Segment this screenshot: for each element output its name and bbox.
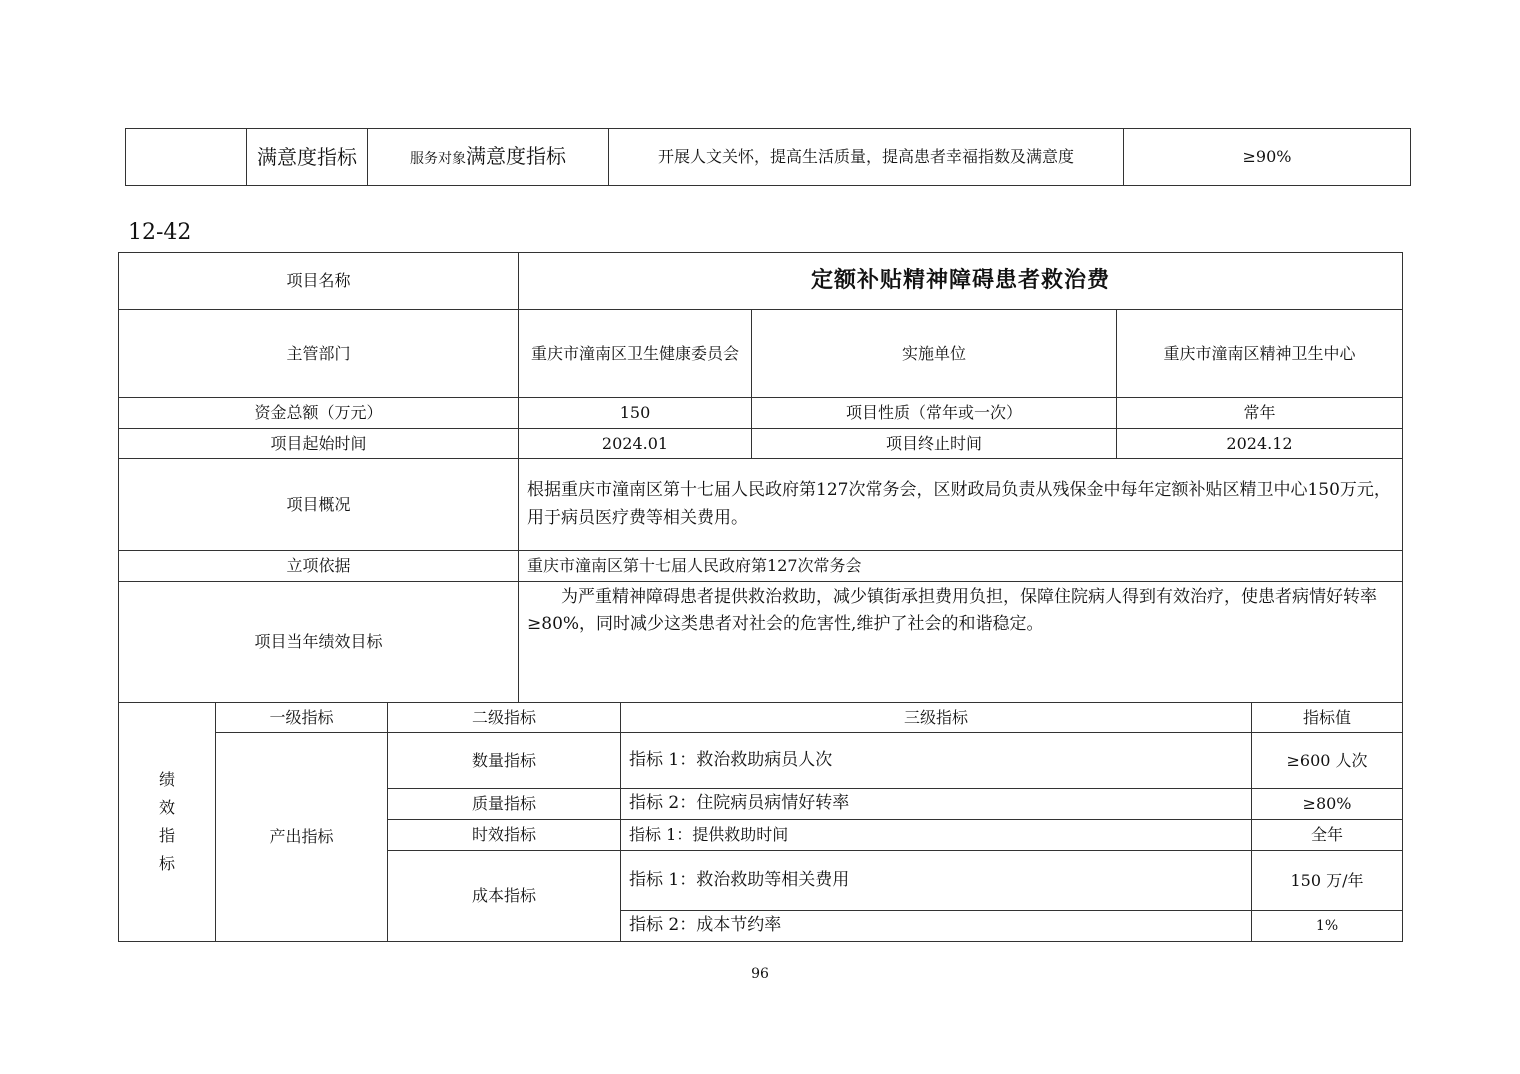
funds-value: 150 <box>519 398 752 429</box>
table-row <box>119 733 1403 789</box>
end-value: 2024.12 <box>1117 429 1403 459</box>
dept-value: 重庆市潼南区卫生健康委员会 <box>519 310 752 398</box>
start-label: 项目起始时间 <box>119 429 519 459</box>
basis-label: 立项依据 <box>119 551 519 582</box>
table-row <box>126 129 1411 186</box>
service-satisfaction-cell <box>368 129 609 186</box>
overview-label: 项目概况 <box>119 459 519 551</box>
side-label-char: 标 <box>158 854 175 873</box>
header-level2: 二级指标 <box>388 703 621 733</box>
level2-cell: 成本指标 <box>388 851 621 942</box>
value-cell: ≥600 人次 <box>1252 733 1403 789</box>
performance-indicator-label <box>119 703 216 942</box>
value-cell: ≥80% <box>1252 789 1403 820</box>
table-row <box>119 551 1403 582</box>
basis-value: 重庆市潼南区第十七届人民政府第127次常务会 <box>519 551 1403 582</box>
satisfaction-indicator-text: 满意度指标 <box>466 144 566 169</box>
unit-label: 实施单位 <box>752 310 1117 398</box>
header-level1: 一级指标 <box>216 703 388 733</box>
funds-label: 资金总额（万元） <box>119 398 519 429</box>
start-value: 2024.01 <box>519 429 752 459</box>
project-table <box>118 252 1403 942</box>
unit-value: 重庆市潼南区精神卫生中心 <box>1117 310 1403 398</box>
section-number: 12-42 <box>128 220 192 245</box>
side-label-char: 绩 <box>158 770 175 789</box>
level2-cell: 质量指标 <box>388 789 621 820</box>
service-object-text: 服务对象 <box>410 151 466 168</box>
level1-output: 产出指标 <box>216 733 388 942</box>
project-name: 定额补贴精神障碍患者救治费 <box>519 253 1403 310</box>
table-row <box>119 429 1403 459</box>
empty-cell <box>126 129 247 186</box>
page-number: 96 <box>751 966 769 982</box>
nature-value: 常年 <box>1117 398 1403 429</box>
header-level3: 三级指标 <box>621 703 1252 733</box>
satisfaction-description-cell: 开展人文关怀，提高生活质量，提高患者幸福指数及满意度 <box>609 129 1124 186</box>
value-cell: 150 万/年 <box>1252 851 1403 911</box>
project-name-label: 项目名称 <box>119 253 519 310</box>
nature-label: 项目性质（常年或一次） <box>752 398 1117 429</box>
level3-cell: 指标 1：救治救助病员人次 <box>621 733 1252 789</box>
goal-label: 项目当年绩效目标 <box>119 582 519 703</box>
value-cell: 1% <box>1252 911 1403 942</box>
continuation-table <box>125 128 1411 186</box>
side-label-char: 指 <box>158 826 175 845</box>
overview-value: 根据重庆市潼南区第十七届人民政府第127次常务会，区财政局负责从残保金中每年定额补贴区精卫中心150万元，用于病员医疗费等相关费用。 <box>519 459 1403 551</box>
table-row <box>119 253 1403 310</box>
level3-cell: 指标 2：成本节约率 <box>621 911 1252 942</box>
table-row <box>119 703 1403 733</box>
level2-cell: 数量指标 <box>388 733 621 789</box>
satisfaction-indicator-cell: 满意度指标 <box>247 129 368 186</box>
dept-label: 主管部门 <box>119 310 519 398</box>
level3-cell: 指标 1：提供救助时间 <box>621 820 1252 851</box>
side-label-char: 效 <box>158 798 175 817</box>
table-row <box>119 398 1403 429</box>
level3-cell: 指标 1：救治救助等相关费用 <box>621 851 1252 911</box>
table-row <box>119 459 1403 551</box>
satisfaction-value-cell: ≥90% <box>1124 129 1411 186</box>
table-row <box>119 582 1403 703</box>
table-row <box>119 310 1403 398</box>
header-value: 指标值 <box>1252 703 1403 733</box>
end-label: 项目终止时间 <box>752 429 1117 459</box>
level3-cell: 指标 2：住院病员病情好转率 <box>621 789 1252 820</box>
value-cell: 全年 <box>1252 820 1403 851</box>
level2-cell: 时效指标 <box>388 820 621 851</box>
goal-value: 为严重精神障碍患者提供救治救助，减少镇街承担费用负担，保障住院病人得到有效治疗，使患者病情好转率≥80%，同时减少这类患者对社会的危害性,维护了社会的和谐稳定。 <box>519 582 1403 703</box>
